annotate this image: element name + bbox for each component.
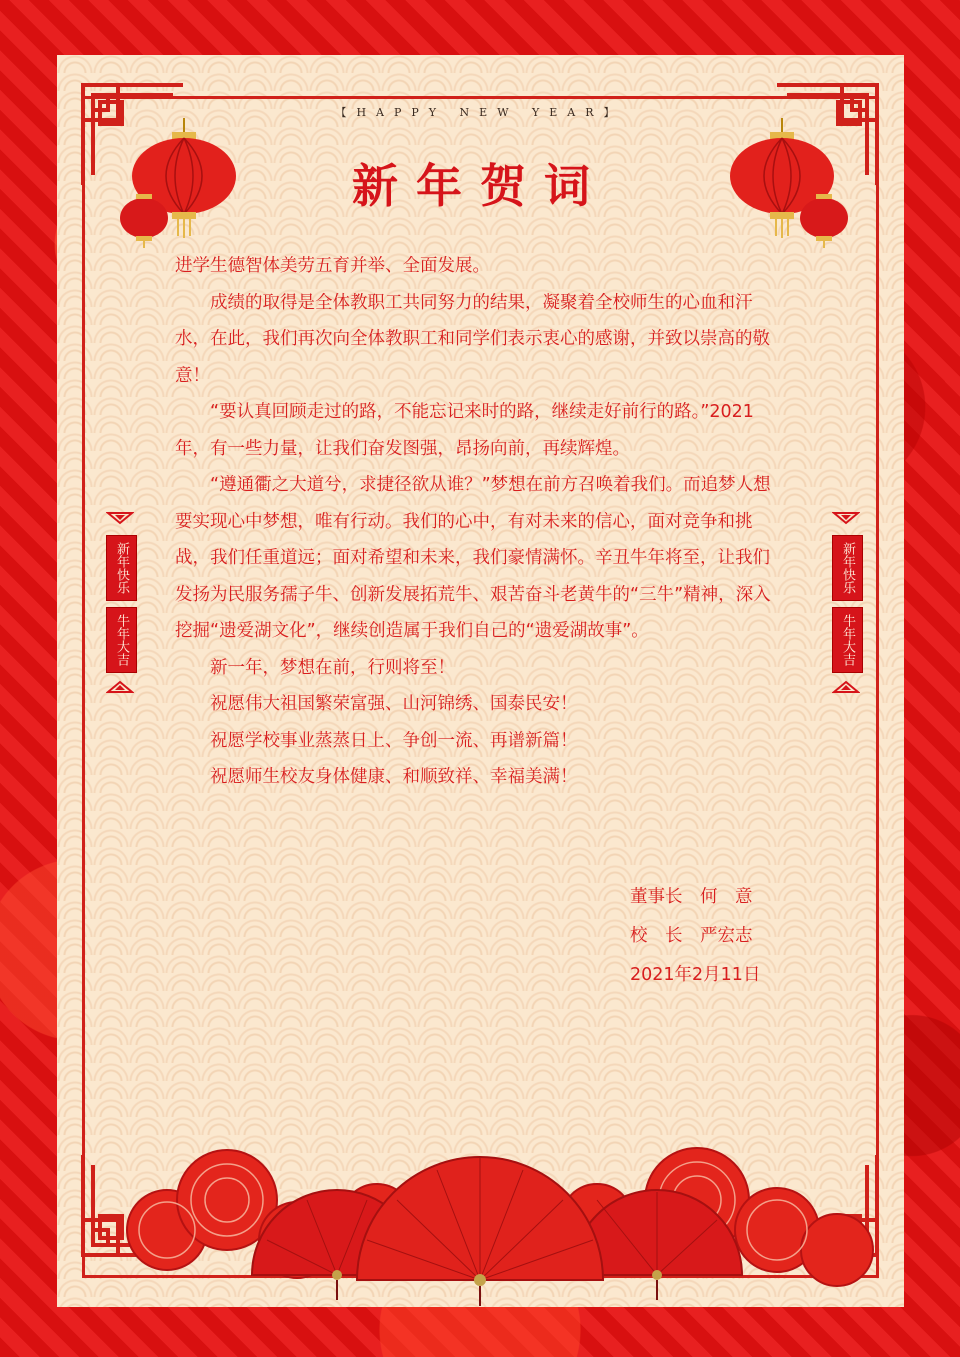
couplet-right-top: 新年快乐 (832, 535, 863, 601)
page-title: 新年贺词 (352, 159, 608, 213)
folding-fans-decoration (57, 1130, 904, 1310)
paragraph: 进学生德智体美劳五育并举、全面发展。 (175, 256, 490, 276)
triangle-up-icon (832, 680, 860, 694)
triangle-down-icon (832, 511, 860, 525)
couplet-right-bottom: 牛年大吉 (832, 607, 863, 673)
triangle-down-icon (106, 511, 134, 525)
english-heading: 【HAPPY NEW YEAR】 (335, 106, 625, 119)
signature-date: 2021年2月11日 (630, 965, 761, 985)
paragraph: 祝愿师生校友身体健康、和顺致祥、幸福美满！ (210, 767, 578, 787)
couplet-right (832, 510, 860, 698)
paragraph: “遵通衢之大道兮，求捷径欲从谁？”梦想在前方召唤着我们。而追梦人想要实现心中梦想，唯有行动。我们的心中，有对未来的信心，面对竞争和挑战，我们任重道远；面对希望和未来，我们豪情满怀。辛丑牛年将至，让我们发扬为民服务孺子牛、创新发展拓荒牛、艰苦奋斗老黄牛的“三牛”精神，深入挖掘“遗爱湖文化”，继续创造属于我们自己的“遗爱湖故事”。 (175, 475, 771, 641)
couplet-left-bottom: 牛年大吉 (106, 607, 137, 673)
couplet-left-top: 新年快乐 (106, 535, 137, 601)
triangle-up-icon (106, 680, 134, 694)
couplet-left (106, 510, 134, 698)
signature-chairman: 董事长 何 意 (630, 887, 753, 907)
signature-principal: 校 长 严宏志 (630, 926, 753, 946)
paragraph: 新一年，梦想在前，行则将至！ (210, 657, 455, 678)
paragraph: “要认真回顾走过的路，不能忘记来时的路，继续走好前行的路。”2021年，有一些力量，让我们奋发图强，昂扬向前，再续辉煌。 (175, 402, 754, 459)
paragraph: 祝愿伟大祖国繁荣富强、山河锦绣、国泰民安！ (210, 694, 578, 714)
signature-block (630, 878, 760, 995)
letter-body (175, 248, 785, 796)
paragraph: 祝愿学校事业蒸蒸日上、争创一流、再谱新篇！ (210, 730, 578, 751)
paragraph: 成绩的取得是全体教职工共同努力的结果，凝聚着全校师生的心血和汗水，在此，我们再次向全体教职工和同学们表示衷心的感谢，并致以崇高的敬意！ (175, 292, 770, 386)
